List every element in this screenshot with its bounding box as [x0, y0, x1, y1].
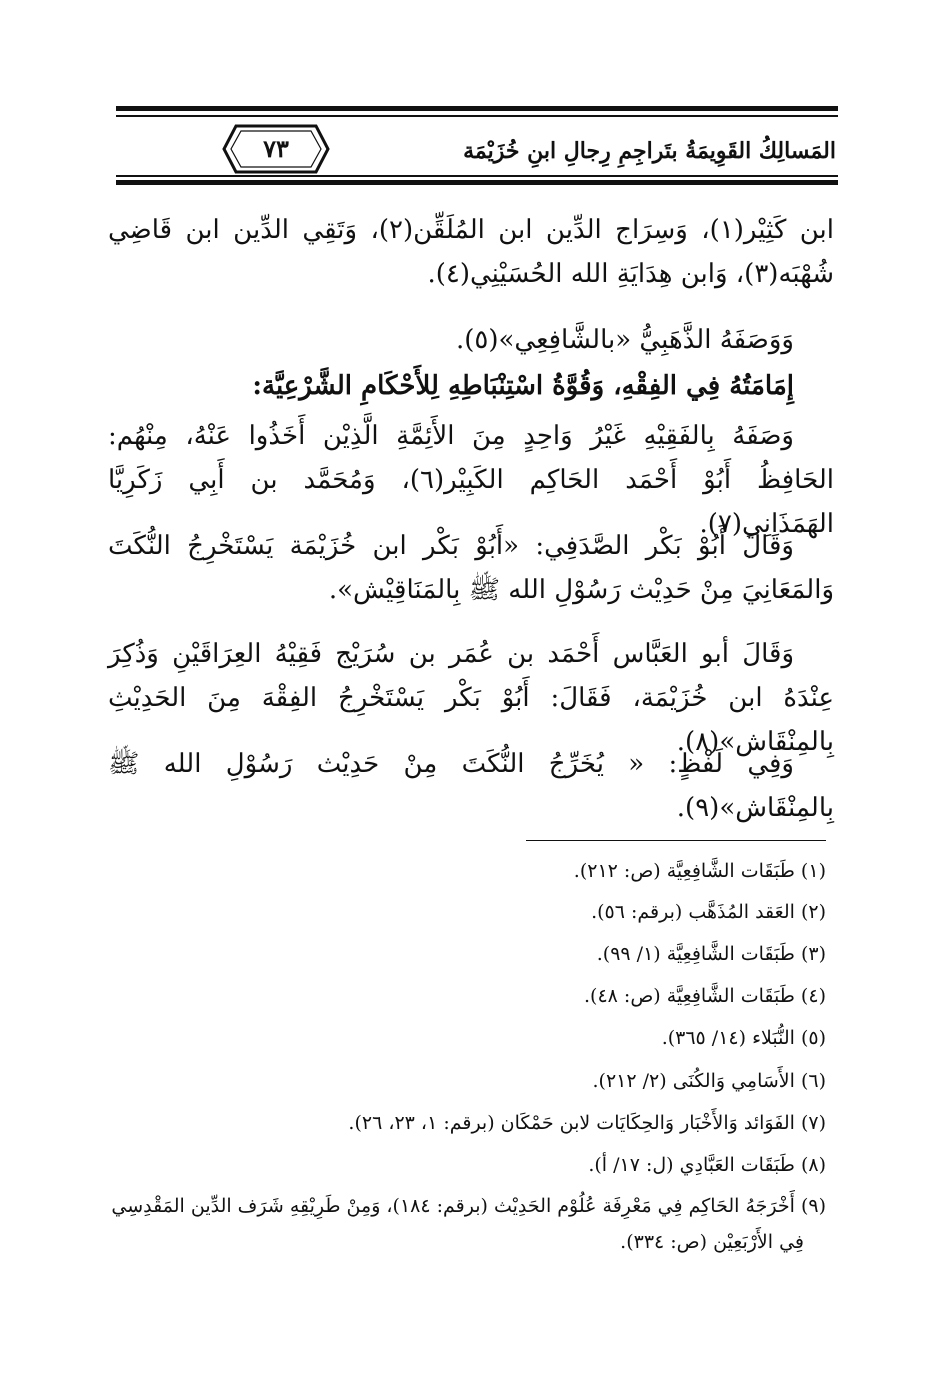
footnote-2: (٢) العَقد المُذَهَّب (برقم: ٥٦).	[591, 901, 826, 923]
paragraph-4: وَقَالَ أَبُوْ بَكْر الصَّدَفِي: «أَبُوْ بَكْر ابن خُزَيْمَة يَسْتَخْرِجُ النُّكَتَ وَالمَعَانِيَ مِنْ حَدِيْث رَسُوْلِ الله ﷺ بِالمَنَاقِيْش».	[108, 531, 834, 605]
footnote-8: (٨) طَبَقَات العَبَّادِي (ل: ١٧/ أ).	[588, 1154, 826, 1176]
footnote-9: (٩) أَخْرَجَهُ الحَاكِم فِي مَعْرِفَة عُلُوْم الحَدِيْث (برقم: ١٨٤)، وَمِنْ طَرِيْقِهِ شَرَف الدِّين المَقْدِسِي فِي الأَرْبَعِيْن (ص: ٣٣٤).	[111, 1195, 826, 1253]
footnote-5: (٥) النُّبَلاء (١٤/ ٣٦٥).	[661, 1027, 826, 1049]
footnote-4: (٤) طَبَقَات الشَّافِعِيَّة (ص: ٤٨).	[584, 985, 826, 1007]
header-rule-top-thick	[116, 106, 838, 111]
footnote-7: (٧) الفَوَائد وَالأَخْبَار وَالحِكَايَات لابن حَمْكَان (برقم: ١، ٢٣، ٢٦).	[348, 1112, 826, 1134]
paragraph-2: وَوَصَفَهُ الذَّهَبِيُّ «بالشَّافِعِي»(٥).	[455, 325, 794, 355]
footnote-3: (٣) طَبَقَات الشَّافِعِيَّة (١/ ٩٩).	[596, 943, 826, 965]
paragraph-1: ابن كَثِيْر(١)، وَسِرَاج الدِّين ابن المُلَقِّن(٢)، وَتَقِي الدِّين ابن قَاضِي شُهْبَه(٣)، وَابن هِدَايَةِ الله الحُسَيْنِي(٤).	[108, 215, 835, 289]
page-number: ٧٣	[263, 134, 289, 163]
running-title: المَسالِكُ القَوِيمَةُ بتَراجِمِ رِجالِ ابنِ خُزَيْمَة	[463, 138, 836, 164]
footnote-1: (١) طَبَقَات الشَّافِعِيَّة (ص: ٢١٢).	[573, 860, 826, 882]
header-rule-top-thin	[116, 115, 838, 117]
header-rule-bottom-thick	[116, 180, 838, 185]
footnote-separator	[526, 840, 826, 841]
paragraph-6: وَفِي لَفْظٍ: « يُخَرِّجُ النُّكَتَ مِنْ حَدِيْث رَسُوْلِ الله ﷺ بِالمِنْقَاش»(٩).	[108, 749, 834, 823]
header-rule-bottom-thin	[116, 175, 838, 177]
footnote-6: (٦) الأَسَامِي وَالكُنَى (٢/ ٢١٢).	[592, 1070, 826, 1092]
paragraph-3: وَصَفَهُ بِالفَقِيْهِ غَيْرُ وَاحِدٍ مِنَ الأَئِمَّةِ الَّذِيْن أَخَذُوا عَنْهُ، مِنْهُم: الحَافِظُ أَبُوْ أَحْمَد الحَاكِم الكَبِيْر(٦)، وَمُحَمَّد بن أَبِي زَكَرِيَّا الهَمَذَانِي(٧).	[108, 421, 834, 539]
section-heading: إِمَامَتُهُ فِي الفِقْهِ، وَقُوَّةُ اسْتِنْبَاطِهِ لِلأَحْكَامِ الشَّرْعِيَّة:	[252, 371, 794, 401]
paragraph-5: وَقَالَ أبو العَبَّاس أَحْمَد بن عُمَر بن سُرَيْج فَقِيْهُ العِرَاقَيْنِ وَذُكِرَ عِنْدَهُ ابن خُزَيْمَة، فَقَالَ: أَبُوْ بَكْر يَسْتَخْرِجُ الفِقْهَ مِنَ الحَدِيْثِ بِالمِنْقَاش»(٨).	[108, 639, 834, 757]
